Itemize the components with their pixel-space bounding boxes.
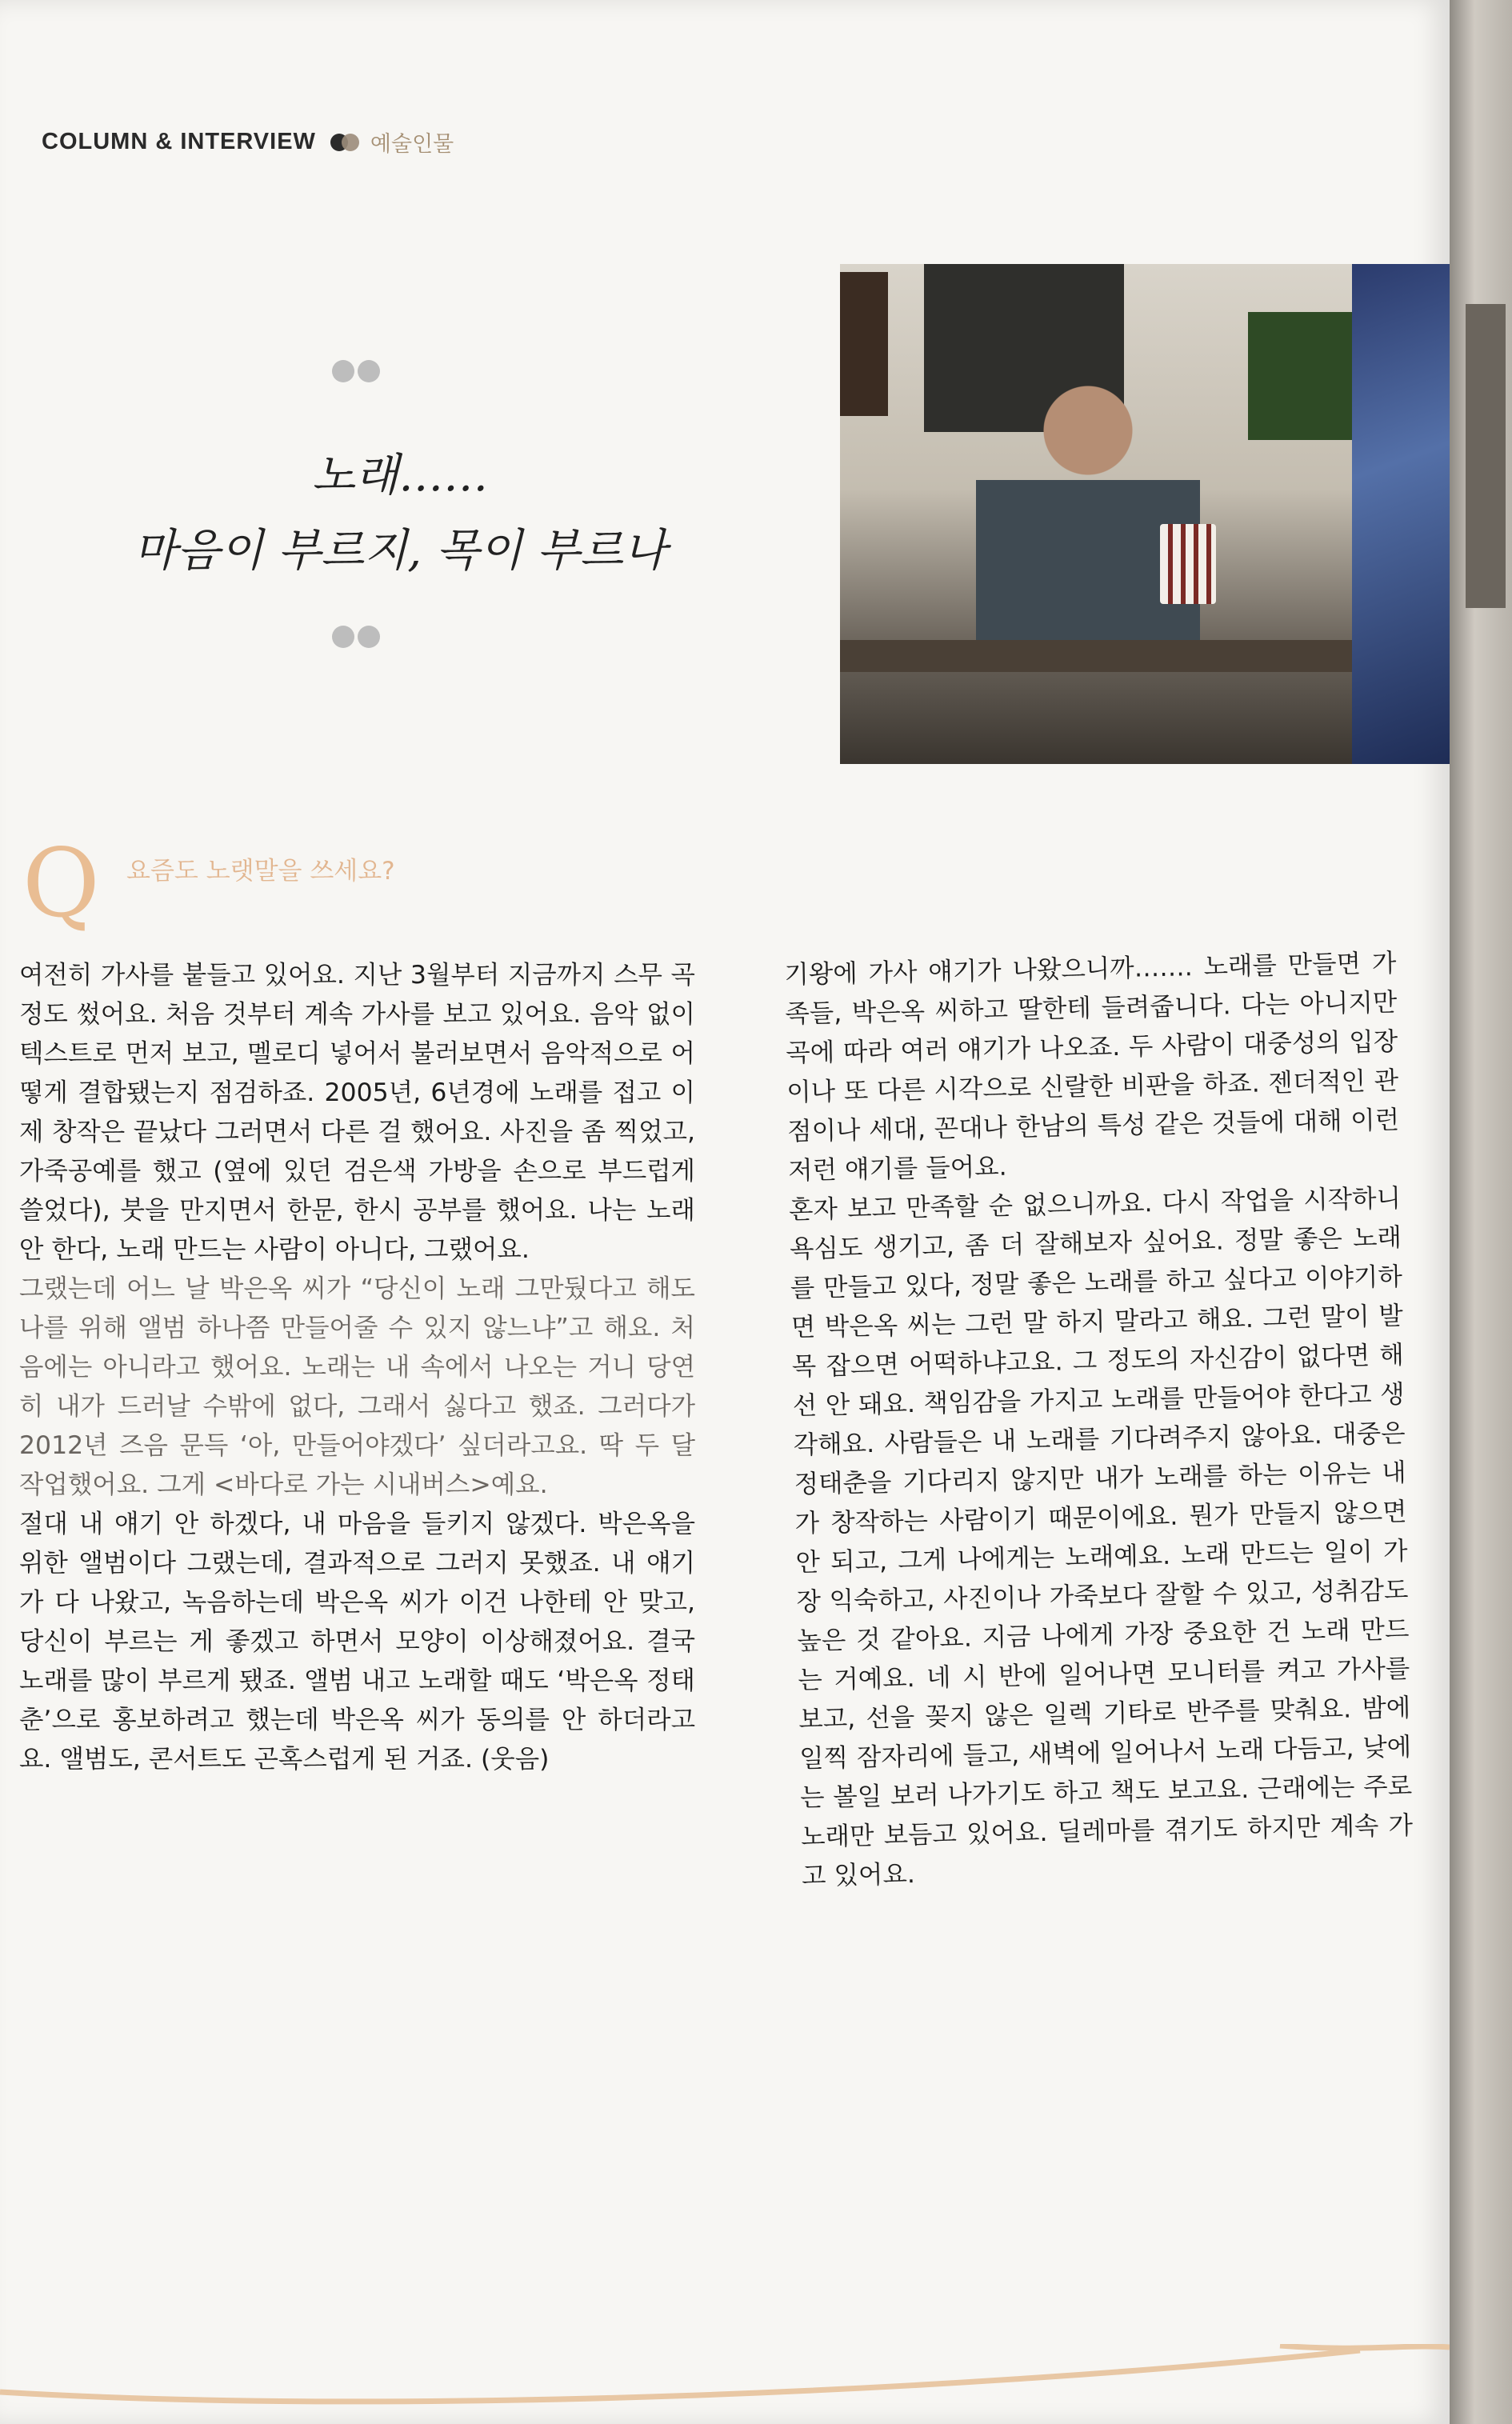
title-line-1: 노래……: [311, 450, 489, 502]
category-label: 예술인물: [370, 132, 454, 156]
decorative-swoosh: [0, 2344, 1450, 2424]
left-paragraph-2: 그랬는데 어느 날 박은옥 씨가 “당신이 노래 그만뒀다고 해도 나를 위해 앨범 하나쯤 만들어줄 수 있지 않느냐”고 해요. 처음에는 아니라고 했어요. 노래는 내 속에서 나오는 거니 당연히 내가 드러날 수밖에 없다, 그래서 싫다고 했죠. 그러다가 2012년 즈음 문득 ‘아, 만들어야겠다’ 싶더라고요. 딱 두 달 작업했어요. 그게 <바다로 가는 시내버스>예요.: [19, 1274, 695, 1499]
top-dots-icon: [332, 360, 383, 382]
left-paragraph-1: 여전히 가사를 붙들고 있어요. 지난 3월부터 지금까지 스무 곡 정도 썼어요. 처음 것부터 계속 가사를 보고 있어요. 음악 없이 텍스트로 먼저 보고, 멜로디 넣어서 불러보면서 음악적으로 어떻게 결합됐는지 점검하죠. 2005년, 6년경에 노래를 접고 이제 창작은 끝났다 그러면서 다른 걸 했어요. 사진을 좀 찍었고, 가죽공예를 했고 (옆에 있던 검은색 가방을 손으로 부드럽게 쓸었다), 붓을 만지면서 한문, 한시 공부를 했어요. 나는 노래 안 한다, 노래 만드는 사람이 아니다, 그랬어요.: [19, 961, 695, 1264]
left-column: [19, 956, 695, 1779]
section-header: [42, 126, 454, 158]
bottom-dots-icon: [332, 626, 383, 648]
question-marker: Q: [22, 828, 100, 938]
question-text: 요즘도 노랫말을 쓰세요?: [126, 857, 395, 886]
left-paragraph-3: 절대 내 얘기 안 하겠다, 내 마음을 들키지 않겠다. 박은옥을 위한 앨범이다 그랬는데, 결과적으로 그러지 못했죠. 내 얘기가 다 나왔고, 녹음하는데 박은옥 씨가 이건 나한테 안 맞고, 당신이 부르는 게 좋겠고 하면서 모양이 이상해졌어요. 결국 노래를 많이 부르게 됐죠. 앨범 내고 노래할 때도 ‘박은옥 정태춘’으로 홍보하려고 했는데 박은옥 씨가 동의를 안 하더라고요. 앨범도, 콘서트도 곤혹스럽게 된 거죠. (웃음): [19, 1510, 695, 1774]
section-label: COLUMN & INTERVIEW: [42, 129, 316, 154]
right-paragraph-2: 혼자 보고 만족할 순 없으니까요. 다시 작업을 시작하니 욕심도 생기고, 좀 더 잘해보자 싶어요. 정말 좋은 노래를 만들고 있다, 정말 좋은 노래를 하고 싶다고 이야기하면 박은옥 씨는 그런 말 하지 말라고 해요. 그런 말이 발목 잡으면 어떡하냐고요. 그 정도의 자신감이 없다면 해선 안 돼요. 책임감을 가지고 노래를 만들어야 한다고 생각해요. 사람들은 내 노래를 기다려주지 않아요. 대중은 정태춘을 기다리지 않지만 내가 노래를 하는 이유는 내가 창작하는 사람이기 때문이에요. 뭔가 만들지 않으면 안 되고, 그게 나에게는 노래예요. 노래 만드는 일이 가장 익숙하고, 사진이나 가죽보다 잘할 수 있고, 성취감도 높은 것 같아요. 지금 나에게 가장 중요한 건 노래 만드는 거예요. 네 시 반에 일어나면 모니터를 켜고 가사를 보고, 선을 꽂지 않은 일렉 기타로 반주를 맞춰요. 밤에 일찍 잠자리에 들고, 새벽에 일어나서 노래 다듬고, 낮에는 볼일 보러 나가기도 하고 책도 보고요. 근래에는 주로 노래만 보듬고 있어요. 딜레마를 겪기도 하지만 계속 가고 있어요.: [788, 1184, 1414, 1891]
header-dots-icon: [330, 134, 359, 151]
right-column: [784, 944, 1414, 1896]
article-title: [48, 438, 752, 589]
title-line-2: 마음이 부르지, 목이 부르나: [133, 525, 667, 577]
right-paragraph-1: 기왕에 가사 얘기가 나왔으니까……. 노래를 만들면 가족들, 박은옥 씨하고 딸한테 들려줍니다. 다는 아니지만 곡에 따라 여러 얘기가 나오죠. 두 사람이 대중성의 입장이나 또 다른 시각으로 신랄한 비판을 하죠. 젠더적인 관점이나 세대, 꼰대나 한남의 특성 같은 것들에 대해 이런저런 얘기를 들어요.: [784, 949, 1400, 1186]
interview-photo: [840, 264, 1450, 764]
page-edge: [1450, 0, 1512, 2424]
